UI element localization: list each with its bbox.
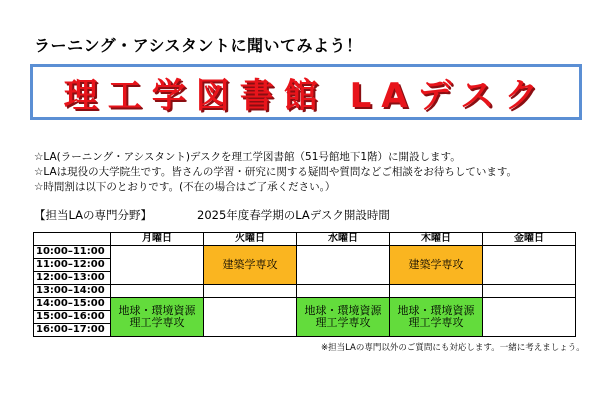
slot-empty <box>297 246 390 285</box>
slot-architecture: 建築学専攻 <box>204 246 297 285</box>
day-header: 火曜日 <box>204 233 297 246</box>
slot-architecture: 建築学専攻 <box>390 246 483 285</box>
time-cell: 14:00–15:00 <box>34 298 111 311</box>
day-header: 月曜日 <box>111 233 204 246</box>
slot-empty <box>204 285 297 298</box>
table-row <box>34 246 576 259</box>
slot-earth-resources <box>297 298 390 337</box>
corner-cell <box>34 233 111 246</box>
time-cell: 15:00–16:00 <box>34 311 111 324</box>
header-row <box>34 233 576 246</box>
page-heading: ラーニング・アシスタントに聞いてみよう！ <box>34 36 363 55</box>
banner-title: 理工学図書館 LAデスク <box>63 75 549 116</box>
schedule-table <box>33 232 576 337</box>
slot-label: 地球・環境資源 理工学専攻 <box>304 304 382 329</box>
day-header: 水曜日 <box>297 233 390 246</box>
day-header: 金曜日 <box>483 233 576 246</box>
slot-empty <box>204 298 297 337</box>
time-cell: 12:00–13:00 <box>34 272 111 285</box>
slot-empty <box>390 285 483 298</box>
footnote: ※担当LAの専門以外のご質問にも対応します。一緒に考えましょう。 <box>321 343 585 353</box>
slot-empty <box>483 298 576 337</box>
note-item: ☆時間割は以下のとおりです。(不在の場合はご了承ください。） <box>34 181 336 193</box>
time-cell: 11:00–12:00 <box>34 259 111 272</box>
section-label-specialty: 【担当LAの専門分野】 <box>34 208 153 222</box>
time-cell: 16:00–17:00 <box>34 324 111 337</box>
note-item: ☆LA(ラーニング・アシスタント)デスクを理工学図書館（51号館地下1階）に開設します。 <box>34 151 461 163</box>
day-header: 木曜日 <box>390 233 483 246</box>
slot-empty <box>297 285 390 298</box>
time-cell: 10:00–11:00 <box>34 246 111 259</box>
time-cell: 13:00–14:00 <box>34 285 111 298</box>
slot-empty <box>111 246 204 285</box>
title-banner <box>30 64 582 120</box>
table-row <box>34 298 576 311</box>
slot-empty <box>483 246 576 285</box>
notes-list <box>34 150 517 195</box>
table-row <box>34 285 576 298</box>
slot-label: 地球・環境資源 理工学専攻 <box>397 304 475 329</box>
slot-empty <box>483 285 576 298</box>
section-label-schedule: 2025年度春学期のLAデスク開設時間 <box>197 208 390 222</box>
slot-earth-resources <box>390 298 483 337</box>
slot-empty <box>111 285 204 298</box>
slot-label: 地球・環境資源 理工学専攻 <box>118 304 196 329</box>
note-item: ☆LAは現役の大学院生です。皆さんの学習・研究に関する疑問や質問などご相談をお待ちしています。 <box>34 166 518 178</box>
slot-earth-resources <box>111 298 204 337</box>
